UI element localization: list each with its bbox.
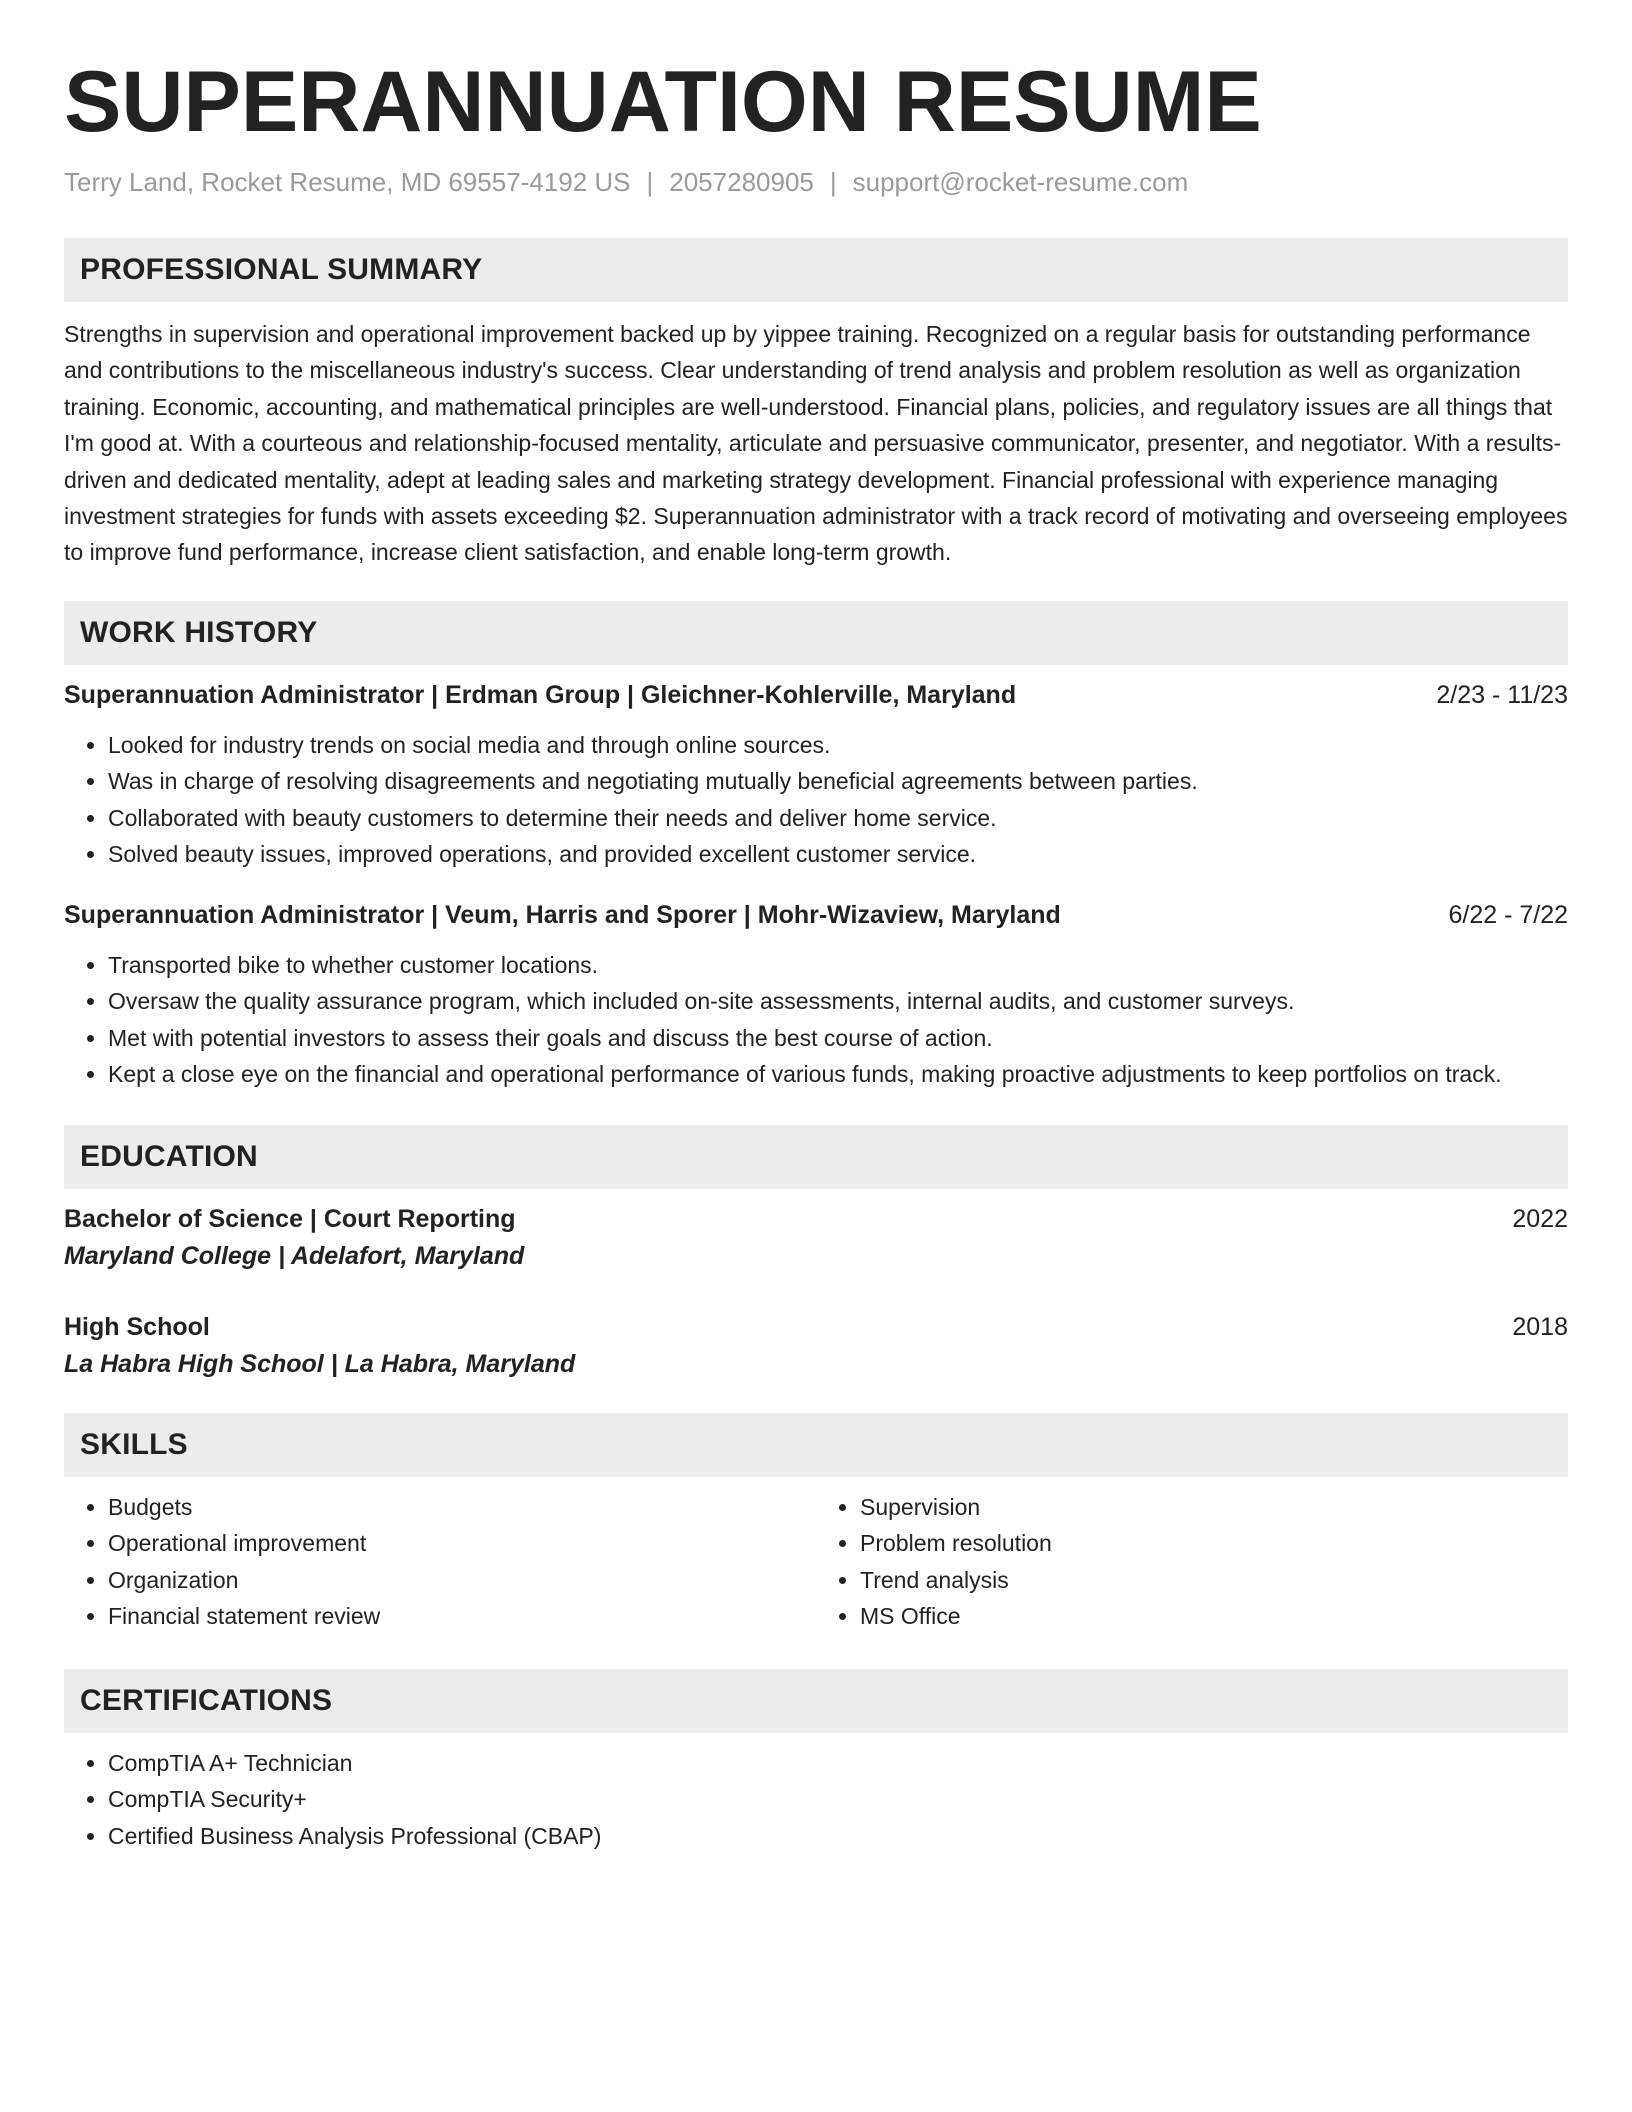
section-header-certifications: CERTIFICATIONS xyxy=(64,1669,1568,1733)
section-header-skills: SKILLS xyxy=(64,1413,1568,1477)
skill-item: • MS Office xyxy=(860,1598,1568,1635)
section-header-education: EDUCATION xyxy=(64,1125,1568,1189)
summary-text: Strengths in supervision and operational improvement backed up by yippee training. Recognized on a regular basis for outstanding performance and contributions to the miscellaneous industry's success. Clear understanding of trend analysis and problem resolution as well as organization training. Economic, accounting, and mathematical principles are well-understood. Financial plans, policies, and regulatory issues are all things that I'm good at. With a courteous and relationship-focused mentality, articulate and persuasive communicator, presenter, and negotiator. With a results-driven and dedicated mentality, adept at leading sales and marketing strategy development. Financial professional with experience managing investment strategies for funds with assets exceeding $2. Superannuation administrator with a track record of motivating and overseeing employees to improve fund performance, increase client satisfaction, and enable long-term growth. xyxy=(64,321,1568,566)
skill-item: • Supervision xyxy=(860,1489,1568,1526)
education-degree: Bachelor of Science | Court Reporting xyxy=(64,1204,516,1233)
job-bullets xyxy=(64,727,1568,873)
section-header-summary: PROFESSIONAL SUMMARY xyxy=(64,238,1568,302)
job-dates: 6/22 - 7/22 xyxy=(1448,900,1568,929)
education-year: 2018 xyxy=(1512,1312,1568,1341)
education-year: 2022 xyxy=(1512,1204,1568,1233)
education-school: La Habra High School | La Habra, Maryland xyxy=(64,1349,576,1378)
contact-phone: 2057280905 xyxy=(669,167,814,197)
skill-item: • Budgets xyxy=(108,1489,816,1526)
contact-email: support@rocket-resume.com xyxy=(852,167,1189,197)
certification-item: • CompTIA A+ Technician xyxy=(108,1745,1568,1782)
education-header xyxy=(64,1309,1568,1345)
education-degree: High School xyxy=(64,1312,210,1341)
skill-item: • Operational improvement xyxy=(108,1525,816,1562)
job-bullet: • Solved beauty issues, improved operations, and provided excellent customer service. xyxy=(108,836,1568,873)
skill-item: • Problem resolution xyxy=(860,1525,1568,1562)
education-header xyxy=(64,1201,1568,1237)
skills-column-right xyxy=(816,1489,1568,1635)
contact-address: Terry Land, Rocket Resume, MD 69557-4192 US xyxy=(64,167,631,197)
skill-item: • Financial statement review xyxy=(108,1598,816,1635)
certification-item: • Certified Business Analysis Professional (CBAP) xyxy=(108,1818,1568,1855)
contact-separator: | xyxy=(646,167,654,197)
certification-item: • CompTIA Security+ xyxy=(108,1781,1568,1818)
skill-item: • Organization xyxy=(108,1562,816,1599)
section-header-work-history: WORK HISTORY xyxy=(64,601,1568,665)
job-bullet: • Looked for industry trends on social media and through online sources. xyxy=(108,727,1568,764)
certifications-list xyxy=(64,1745,1568,1855)
skills-list xyxy=(816,1489,1568,1635)
skills-grid xyxy=(64,1489,1568,1635)
education-entry xyxy=(64,1309,1568,1383)
job-bullet: • Oversaw the quality assurance program, which included on-site assessments, internal audits, and customer surveys. xyxy=(108,983,1568,1020)
job-bullets xyxy=(64,947,1568,1093)
skills-column-left xyxy=(64,1489,816,1635)
job-bullet: • Met with potential investors to assess their goals and discuss the best course of action. xyxy=(108,1020,1568,1057)
job-bullet: • Collaborated with beauty customers to determine their needs and deliver home service. xyxy=(108,800,1568,837)
education-school: Maryland College | Adelafort, Maryland xyxy=(64,1241,525,1270)
contact-line xyxy=(64,164,1568,200)
skill-item: • Trend analysis xyxy=(860,1562,1568,1599)
job-title: Superannuation Administrator | Veum, Harris and Sporer | Mohr-Wizaview, Maryland xyxy=(64,900,1061,929)
skills-list xyxy=(64,1489,816,1635)
job-entry xyxy=(64,677,1568,873)
job-dates: 2/23 - 11/23 xyxy=(1436,680,1568,709)
resume-title: SUPERANNUATION RESUME xyxy=(64,54,1262,150)
job-bullet: • Kept a close eye on the financial and operational performance of various funds, making proactive adjustments to keep portfolios on track. xyxy=(108,1056,1568,1093)
job-bullet: • Was in charge of resolving disagreements and negotiating mutually beneficial agreements between parties. xyxy=(108,763,1568,800)
job-entry xyxy=(64,897,1568,1093)
job-header xyxy=(64,897,1568,933)
education-entry xyxy=(64,1201,1568,1275)
job-title: Superannuation Administrator | Erdman Group | Gleichner-Kohlerville, Maryland xyxy=(64,680,1017,709)
job-bullet: • Transported bike to whether customer locations. xyxy=(108,947,1568,984)
job-header xyxy=(64,677,1568,713)
contact-separator: | xyxy=(829,167,837,197)
